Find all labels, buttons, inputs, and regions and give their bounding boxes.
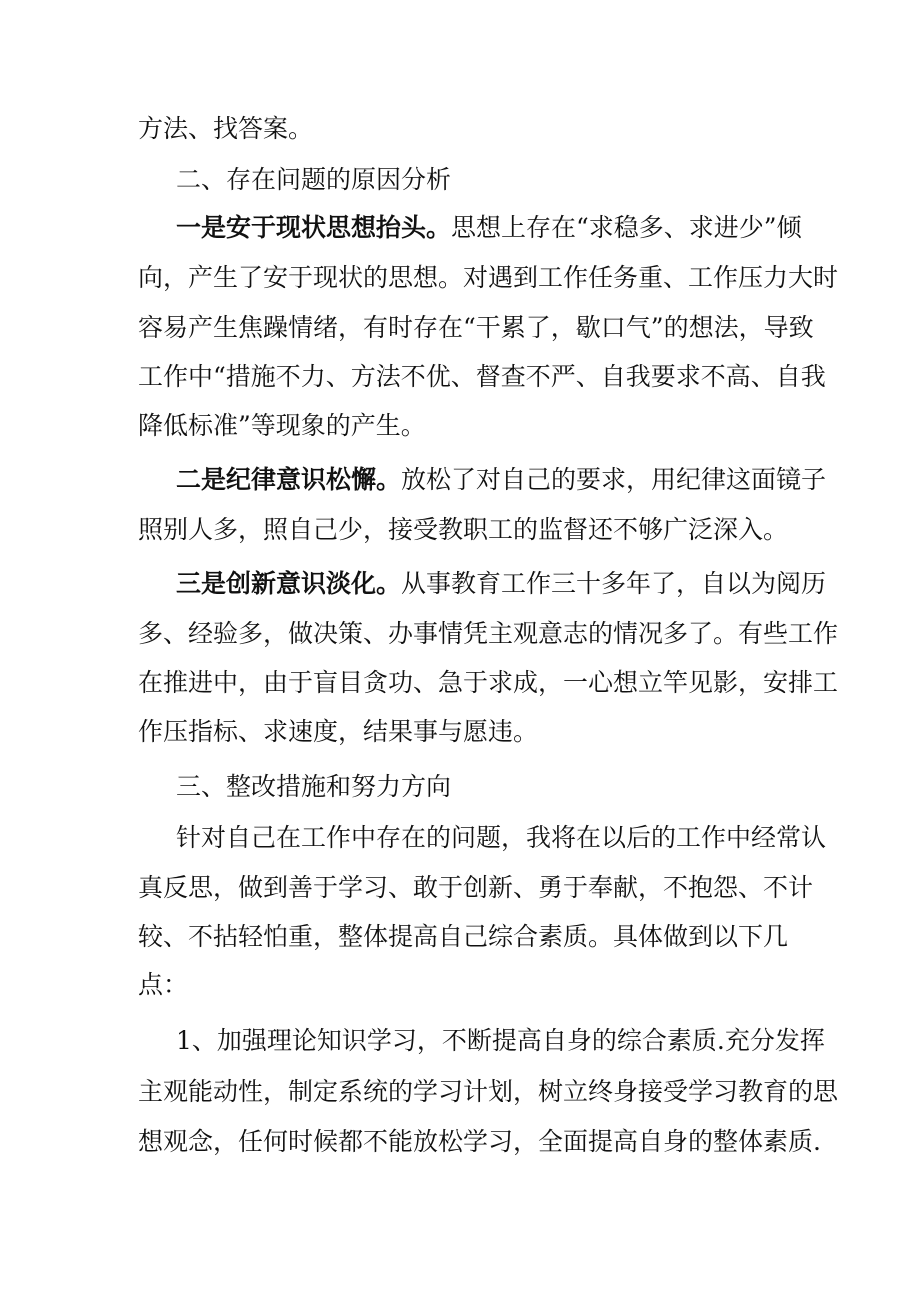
paragraph-line: 较、不拈轻怕重，整体提高自己综合素质。具体做到以下几 (138, 922, 789, 951)
paragraph-line (176, 465, 826, 495)
paragraph-line: 工作中“措施不力、方法不优、督查不严、自我要求不高、自我 (138, 362, 826, 391)
paragraph-line: 向，产生了安于现状的思想。对遇到工作任务重、工作压力大时 (138, 263, 839, 292)
section-heading: 三、整改措施和努力方向 (176, 772, 452, 801)
paragraph-line: 容易产生焦躁情绪，有时存在“干累了，歇口气”的想法，导致 (138, 313, 814, 342)
paragraph-line: 1、加强理论知识学习，不断提高自身的综合素质.充分发挥 (176, 1026, 825, 1055)
paragraph-line: 针对自己在工作中存在的问题，我将在以后的工作中经常认 (176, 823, 827, 852)
paragraph-line: 在推进中，由于盲目贪功、急于求成，一心想立竿见影，安排工 (138, 668, 839, 697)
paragraph-line: 降低标准”等现象的产生。 (138, 411, 426, 440)
paragraph-line: 照别人多，照自己少，接受教职工的监督还不够广泛深入。 (138, 515, 789, 544)
paragraph-line: 点： (138, 970, 189, 999)
paragraph-line: 真反思，做到善于学习、敢于创新、勇于奉献，不抱怨、不计 (138, 873, 814, 902)
paragraph-line: 方法、找答案。 (138, 114, 314, 143)
reason-text: 从事教育工作三十多年了，自以为阅历 (401, 569, 827, 598)
reason-title: 三是创新意识淡化。 (176, 569, 402, 598)
reason-title: 二是纪律意识松懈。 (176, 465, 402, 494)
paragraph-line: 作压指标、求速度，结果事与愿违。 (138, 717, 539, 746)
reason-text: 放松了对自己的要求，用纪律这面镜子 (401, 465, 827, 494)
reason-text: 思想上存在“求稳多、求进少”倾 (451, 213, 802, 242)
paragraph-line (176, 569, 826, 599)
paragraph-line: 多、经验多，做决策、办事情凭主观意志的情况多了。有些工作 (138, 619, 839, 648)
paragraph-line: 想观念，任何时候都不能放松学习，全面提高自身的整体素质. (138, 1127, 821, 1156)
paragraph-line (176, 213, 802, 243)
paragraph-line: 主观能动性，制定系统的学习计划，树立终身接受学习教育的思 (138, 1077, 839, 1106)
reason-title: 一是安于现状思想抬头。 (176, 213, 452, 242)
section-heading: 二、存在问题的原因分析 (176, 165, 452, 194)
